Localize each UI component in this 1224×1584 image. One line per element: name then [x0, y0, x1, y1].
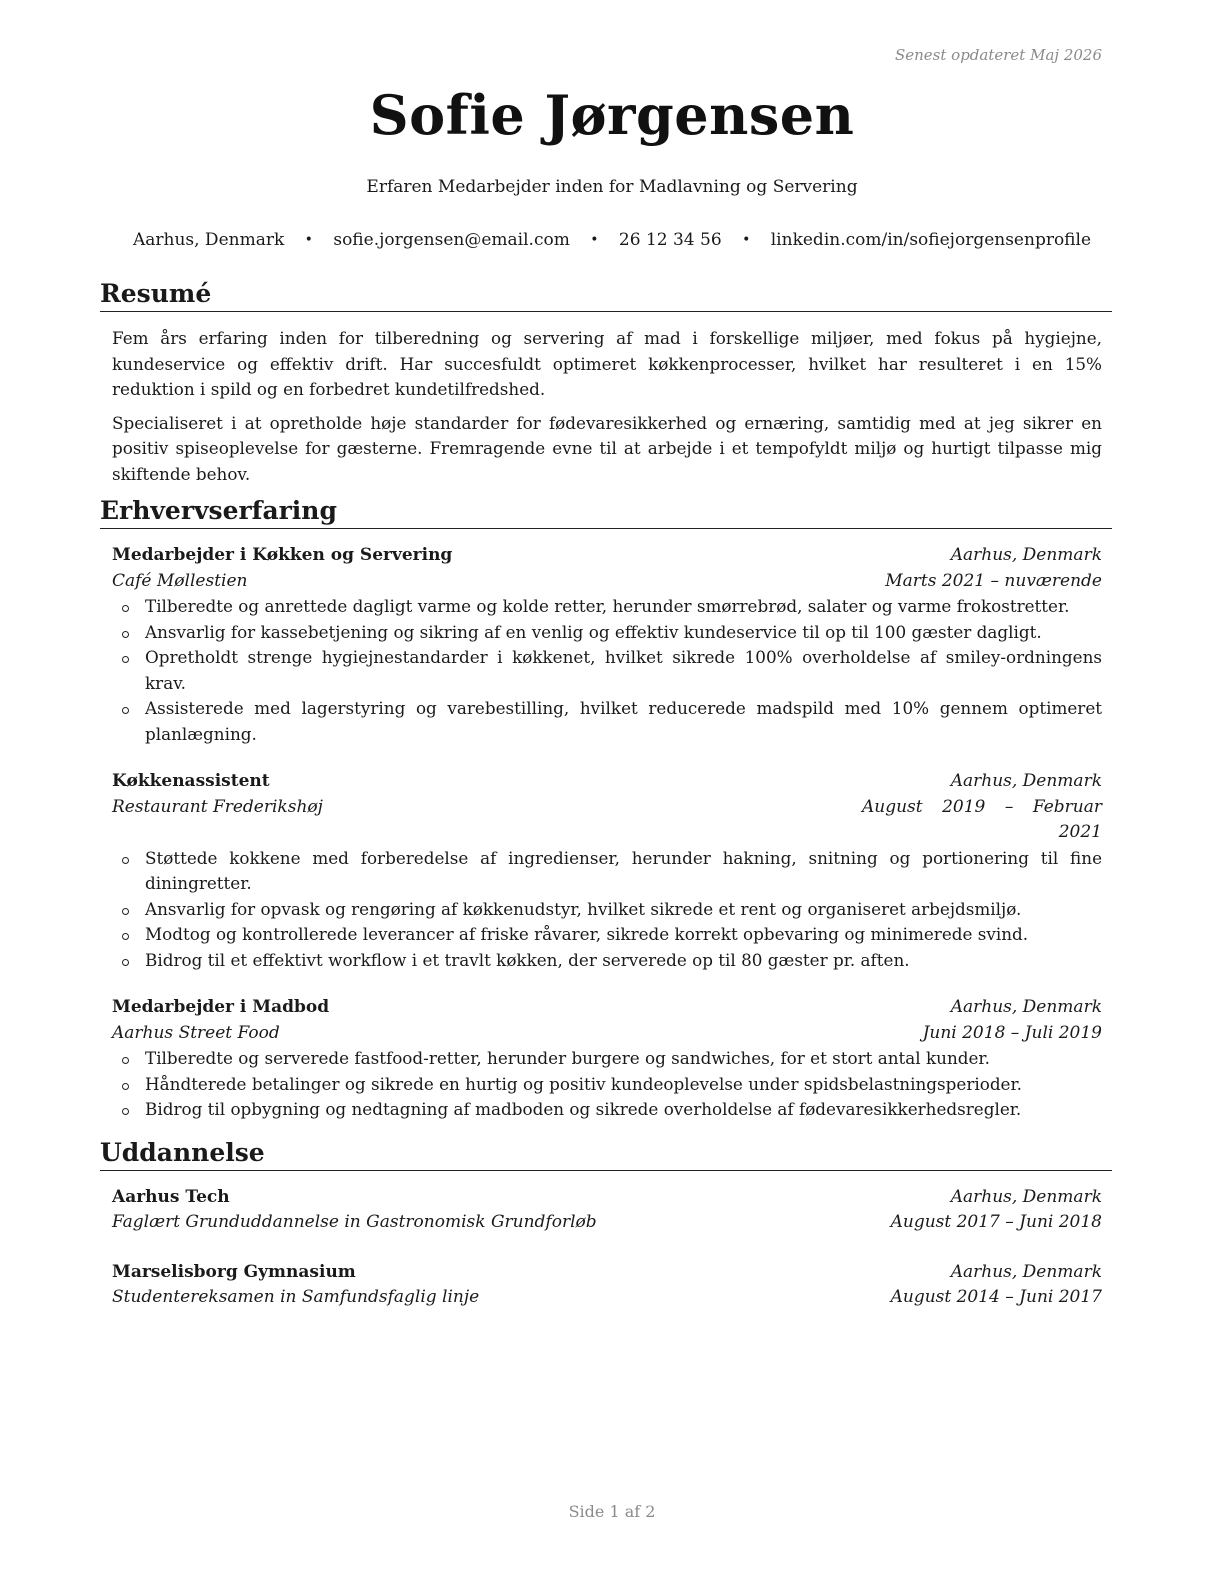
list-item: Håndterede betalinger og sikrede en hurtig og positiv kundeoplevelse under spidsbelastningsperioder. — [112, 1072, 1102, 1098]
contact-linkedin[interactable]: linkedin.com/in/sofiejorgensenprofile — [770, 230, 1092, 250]
job-entry — [112, 543, 1102, 747]
last-updated: Senest opdateret Maj 2026 — [894, 46, 1102, 64]
circle-bullet-icon — [122, 631, 129, 638]
job-dates: August 2019 – Februar 2021 — [862, 796, 1102, 842]
job-title: Medarbejder i Madbod — [112, 997, 330, 1017]
circle-bullet-icon — [122, 656, 129, 663]
job-company: Café Møllestien — [112, 570, 248, 591]
list-item: Bidrog til opbygning og nedtagning af madboden og sikrede overholdelse af fødevaresikkerhedsregler. — [112, 1097, 1102, 1123]
list-item: Modtog og kontrollerede leverancer af friske råvarer, sikrede korrekt opbevaring og minimerede svind. — [112, 922, 1102, 948]
bullet-separator: • — [742, 232, 751, 248]
degree: Studentereksamen in Samfundsfaglig linje — [112, 1287, 480, 1307]
circle-bullet-icon — [122, 605, 129, 612]
job-title: Medarbejder i Køkken og Servering — [112, 545, 453, 565]
job-bullets — [112, 1046, 1102, 1123]
section-title-summary: Resumé — [100, 278, 1112, 312]
job-dates: Juni 2018 – Juli 2019 — [922, 1022, 1102, 1043]
list-item: Ansvarlig for kassebetjening og sikring af en venlig og effektiv kundeservice til op til 100 gæster dagligt. — [112, 620, 1102, 646]
job-bullets — [112, 594, 1102, 747]
school-name: Marselisborg Gymnasium — [112, 1261, 356, 1282]
page-number: Side 1 af 2 — [568, 1502, 656, 1521]
list-item: Tilberedte og anrettede dagligt varme og kolde retter, herunder smørrebrød, salater og varme frokostretter. — [112, 594, 1102, 620]
circle-bullet-icon — [122, 1057, 129, 1064]
education-entry — [112, 1260, 1102, 1311]
experience-section — [100, 495, 1112, 1123]
school-location: Aarhus, Denmark — [950, 1186, 1102, 1207]
list-item: Støttede kokkene med forberedelse af ingredienser, herunder hakning, snitning og portionering til fine diningretter. — [112, 846, 1102, 897]
section-title-experience: Erhvervserfaring — [100, 495, 1112, 529]
circle-bullet-icon — [122, 857, 129, 864]
education-dates: August 2017 – Juni 2018 — [890, 1212, 1102, 1232]
professional-title: Erfaren Medarbejder inden for Madlavning og Servering — [366, 177, 858, 197]
circle-bullet-icon — [122, 1108, 129, 1115]
list-item: Tilberedte og serverede fastfood-retter, herunder burgere og sandwiches, for et stort antal kunder. — [112, 1046, 1102, 1072]
summary-section — [100, 278, 1112, 487]
job-location: Aarhus, Denmark — [950, 997, 1102, 1017]
bullet-separator: • — [304, 232, 313, 248]
contact-phone[interactable]: 26 12 34 56 — [618, 230, 722, 250]
list-item: Opretholdt strenge hygiejnestandarder i køkkenet, hvilket sikrede 100% overholdelse af smiley-ordningens krav. — [112, 645, 1102, 696]
job-company: Restaurant Frederikshøj — [112, 796, 323, 817]
circle-bullet-icon — [122, 707, 129, 714]
list-item: Bidrog til et effektivt workflow i et travlt køkken, der serverede op til 80 gæster pr. aften. — [112, 948, 1102, 974]
education-dates: August 2014 – Juni 2017 — [890, 1287, 1102, 1307]
summary-paragraph: Fem års erfaring inden for tilberedning og servering af mad i forskellige miljøer, med fokus på hygiejne, kundeservice og effektiv drift. Har succesfuldt optimeret køkkenprocesser, hvilket har resulteret i en 15% reduktion i spild og en forbedret kundetilfredshed. — [112, 328, 1102, 399]
section-title-education: Uddannelse — [100, 1137, 1112, 1171]
degree: Faglært Grunduddannelse in Gastronomisk Grundforløb — [112, 1212, 597, 1232]
contact-location: Aarhus, Denmark — [132, 230, 285, 250]
summary-text — [100, 312, 1112, 487]
circle-bullet-icon — [122, 908, 129, 915]
job-company: Aarhus Street Food — [112, 1022, 280, 1043]
job-location: Aarhus, Denmark — [950, 771, 1102, 791]
contact-line — [0, 227, 1224, 253]
bullet-separator: • — [590, 232, 599, 248]
contact-email[interactable]: sofie.jorgensen@email.com — [333, 230, 570, 250]
circle-bullet-icon — [122, 1083, 129, 1090]
summary-paragraph: Specialiseret i at opretholde høje standarder for fødevaresikkerhed og ernæring, samtidig med at jeg sikrer en positiv spiseoplevelse for gæsterne. Fremragende evne til at arbejde i et tempofyldt miljø og hurtigt tilpasse mig skiftende behov. — [112, 412, 1102, 484]
school-location: Aarhus, Denmark — [950, 1261, 1102, 1282]
job-bullets — [112, 846, 1102, 974]
job-dates: Marts 2021 – nuværende — [885, 570, 1102, 591]
job-entry — [112, 995, 1102, 1123]
list-item: Assisterede med lagerstyring og varebestilling, hvilket reducerede madspild med 10% gennem optimeret planlægning. — [112, 696, 1102, 747]
job-location: Aarhus, Denmark — [950, 545, 1102, 565]
circle-bullet-icon — [122, 933, 129, 940]
job-entry — [112, 769, 1102, 973]
circle-bullet-icon — [122, 959, 129, 966]
education-section — [100, 1137, 1112, 1311]
job-title: Køkkenassistent — [112, 771, 270, 791]
list-item: Ansvarlig for opvask og rengøring af køkkenudstyr, hvilket sikrede et rent og organiseret arbejdsmiljø. — [112, 897, 1102, 923]
education-entry — [112, 1185, 1102, 1236]
school-name: Aarhus Tech — [112, 1186, 230, 1207]
person-name: Sofie Jørgensen — [369, 83, 855, 147]
resume-body — [100, 278, 1112, 1313]
